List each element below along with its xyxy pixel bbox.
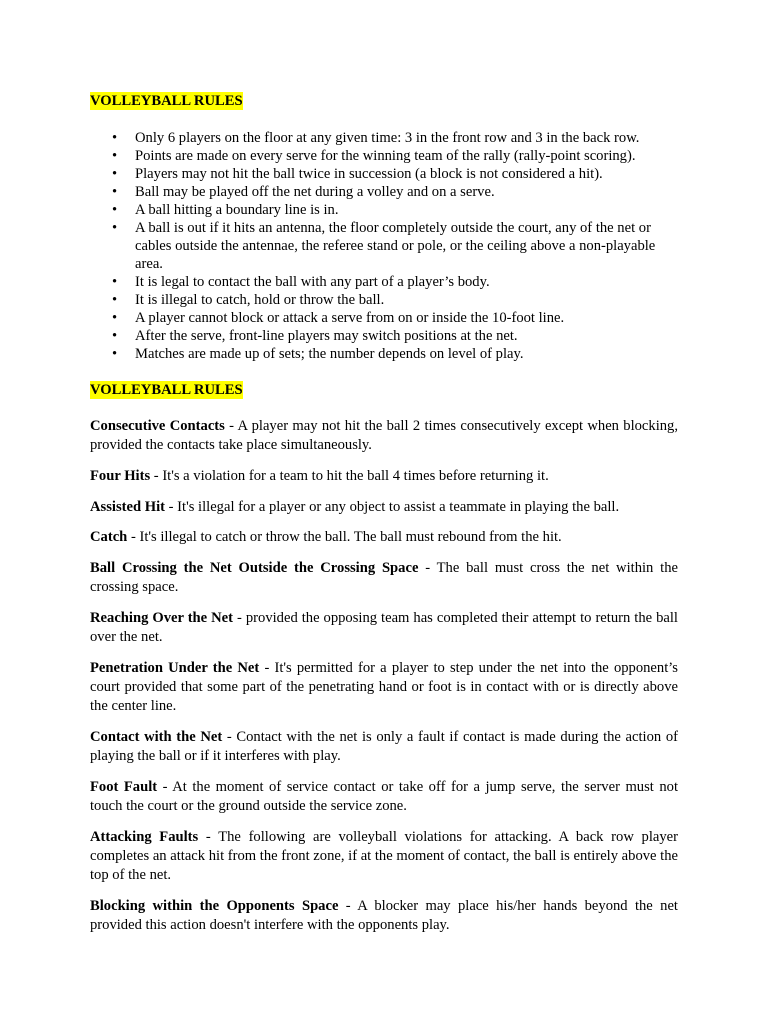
heading-block-1 [90,92,678,110]
bullet-icon: • [112,274,118,290]
bullet-text: After the serve, front-line players may switch positions at the net. [135,328,518,344]
bullet-item [90,309,678,327]
bullet-icon: • [112,166,118,182]
rule-text: At the moment of service contact or take off for a jump serve, the server must not touch the court or the ground outside the service zone. [90,778,679,815]
bullet-text: Points are made on every serve for the winning team of the rally (rally-point scoring). [135,148,636,164]
bullet-text: A ball is out if it hits an antenna, the floor completely outside the court, any of the net or cables outside the antennae, the referee stand or pole, or the ceiling above a non-playable area. [135,220,656,272]
rules-bullet-list [90,129,678,363]
rule-paragraph [90,417,678,455]
section-heading: VOLLEYBALL RULES [90,382,243,398]
bullet-text: It is legal to contact the ball with any part of a player’s body. [135,274,490,290]
bullet-text: Only 6 players on the floor at any given time: 3 in the front row and 3 in the back row. [135,130,640,146]
rule-term: Blocking within the Opponents Space [90,897,339,914]
bullet-item [90,219,678,273]
rule-term: Four Hits [90,467,151,484]
bullet-icon: • [112,220,118,236]
rule-separator: - [418,560,437,577]
bullet-icon: • [112,148,118,164]
section-heading: VOLLEYBALL RULES [90,93,243,109]
rule-separator: - [233,609,246,626]
rules-definitions [90,417,678,935]
rule-text: Contact with the net is only a fault if contact is made during the action of playing the ball or if it interferes with play. [90,728,678,765]
bullet-item [90,129,678,147]
rule-paragraph [90,897,678,935]
bullet-icon: • [112,310,118,326]
rule-text: It's a violation for a team to hit the ball 4 times before returning it. [162,467,549,484]
bullet-text: A ball hitting a boundary line is in. [135,202,339,218]
rule-text: provided the opposing team has completed their attempt to return the ball over the net. [90,609,678,646]
rule-paragraph [90,559,678,597]
bullet-icon: • [112,346,118,362]
bullet-item [90,291,678,309]
rule-text: The ball must cross the net within the crossing space. [90,560,678,596]
bullet-icon: • [112,202,118,218]
rule-text: It's illegal for a player or any object to assist a teammate in playing the ball. [177,498,620,515]
rule-term: Assisted Hit [90,498,165,515]
rule-separator: - [222,728,237,745]
bullet-item [90,147,678,165]
rule-text: A player may not hit the ball 2 times consecutively except when blocking, provided the contacts take place simultaneously. [90,418,679,454]
bullet-item [90,345,678,363]
rule-term: Ball Crossing the Net Outside the Crossing Space [90,560,419,577]
bullet-icon: • [112,184,118,200]
rule-term: Foot Fault [90,778,158,795]
rule-paragraph [90,778,678,816]
rule-text: A blocker may place his/her hands beyond the net provided this action doesn't interfere with the opponents play. [90,897,678,934]
heading-block-2 [90,381,678,399]
bullet-item [90,165,678,183]
rule-text: It's permitted for a player to step under the net into the opponent’s court provided that some part of the penetrating hand or foot is in contact with or is directly above the center line. [90,659,678,715]
rule-separator: - [150,467,163,484]
rule-separator: - [198,828,219,845]
rule-paragraph [90,728,678,766]
bullet-icon: • [112,130,118,146]
rule-separator: - [127,529,140,546]
rule-separator: - [259,659,275,676]
rule-paragraph [90,498,678,517]
rule-term: Catch [90,529,128,546]
rule-text: It's illegal to catch or throw the ball. The ball must rebound from the hit. [139,529,562,546]
rule-separator: - [224,418,238,434]
bullet-icon: • [112,328,118,344]
rule-separator: - [165,498,178,515]
rule-term: Penetration Under the Net [90,659,260,676]
rule-paragraph [90,467,678,486]
bullet-text: Players may not hit the ball twice in succession (a block is not considered a hit). [135,166,603,182]
bullet-item [90,273,678,291]
rule-term: Consecutive Contacts [90,418,225,434]
bullet-icon: • [112,292,118,308]
rule-term: Attacking Faults [90,828,199,845]
rule-separator: - [338,897,358,914]
rule-paragraph [90,828,678,886]
rule-text: The following are volleyball violations for attacking. A back row player completes an attack hit from the front zone, if at the moment of contact, the ball is entirely above the top of the net. [90,828,679,884]
rule-term: Contact with the Net [90,728,223,745]
bullet-text: Ball may be played off the net during a volley and on a serve. [135,184,495,200]
rule-paragraph [90,528,678,547]
document-page [90,92,678,947]
bullet-item [90,201,678,219]
bullet-item [90,183,678,201]
bullet-text: A player cannot block or attack a serve from on or inside the 10-foot line. [135,310,565,326]
bullet-item [90,327,678,345]
rule-term: Reaching Over the Net [90,609,234,626]
rule-paragraph [90,659,678,717]
rule-paragraph [90,609,678,647]
bullet-text: It is illegal to catch, hold or throw the ball. [135,292,385,308]
rule-separator: - [157,778,173,795]
bullet-text: Matches are made up of sets; the number depends on level of play. [135,346,524,362]
